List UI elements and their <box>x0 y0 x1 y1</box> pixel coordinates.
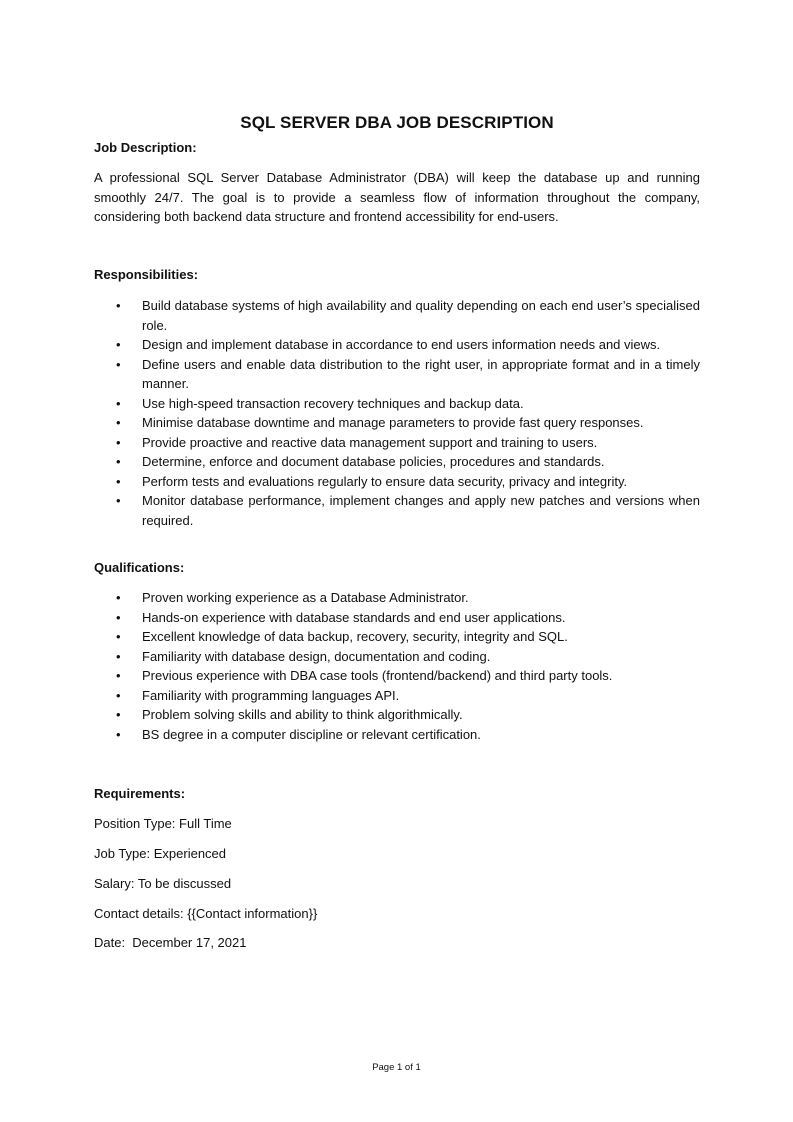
position-type: Position Type: Full Time <box>94 816 232 831</box>
bullet-icon: • <box>116 434 121 450</box>
list-item-text: Use high-speed transaction recovery techniques and backup data. <box>142 395 524 411</box>
document-title: SQL SERVER DBA JOB DESCRIPTION <box>240 113 554 132</box>
list-item <box>94 647 700 667</box>
list-item-text: Monitor database performance, implement changes and apply new patches and versions when required. <box>142 493 700 528</box>
list-item <box>94 491 700 530</box>
list-item <box>94 433 700 453</box>
bullet-icon: • <box>116 609 121 625</box>
list-item <box>94 588 700 608</box>
responsibilities-list <box>94 296 700 530</box>
qualifications-list <box>94 588 700 744</box>
bullet-icon: • <box>116 707 121 722</box>
list-item <box>94 394 700 414</box>
list-item-text: Excellent knowledge of data backup, recovery, security, integrity and SQL. <box>142 629 568 644</box>
document-page <box>94 0 700 1122</box>
list-item <box>94 355 700 394</box>
bullet-icon: • <box>116 473 121 489</box>
bullet-icon: • <box>116 298 121 313</box>
list-item-text: Problem solving skills and ability to think algorithmically. <box>142 707 463 722</box>
list-item <box>94 627 700 647</box>
bullet-icon: • <box>116 648 121 664</box>
bullet-icon: • <box>116 590 121 605</box>
bullet-icon: • <box>116 629 121 644</box>
list-item <box>94 608 700 628</box>
list-item-text: Determine, enforce and document database policies, procedures and standards. <box>142 454 605 469</box>
list-item <box>94 686 700 706</box>
list-item-text: Familiarity with database design, documentation and coding. <box>142 648 491 664</box>
list-item <box>94 666 700 686</box>
bullet-icon: • <box>116 687 121 703</box>
list-item-text: BS degree in a computer discipline or relevant certification. <box>142 726 481 742</box>
bullet-icon: • <box>116 337 121 352</box>
job-type: Job Type: Experienced <box>94 846 227 861</box>
list-item-text: Familiarity with programming languages API. <box>142 687 400 703</box>
list-item <box>94 472 700 492</box>
job-description-heading: Job Description: <box>94 140 197 155</box>
job-description-text: A professional SQL Server Database Administrator (DBA) will keep the database up and running smoothly 24/7. The goal is to provide a seamless flow of information throughout the company, considering both backend data structure and frontend accessibility for end-users. <box>94 170 700 224</box>
list-item-text: Proven working experience as a Database Administrator. <box>142 590 469 605</box>
list-item-text: Build database systems of high availability and quality depending on each end user’s specialised role. <box>142 298 700 333</box>
list-item <box>94 452 700 472</box>
responsibilities-heading: Responsibilities: <box>94 267 199 282</box>
requirements-heading: Requirements: <box>94 786 186 801</box>
bullet-icon: • <box>116 454 121 469</box>
list-item <box>94 705 700 725</box>
bullet-icon: • <box>116 395 121 411</box>
list-item <box>94 296 700 335</box>
bullet-icon: • <box>116 726 121 742</box>
list-item-text: Previous experience with DBA case tools (frontend/backend) and third party tools. <box>142 668 613 683</box>
bullet-icon: • <box>116 493 121 508</box>
list-item-text: Perform tests and evaluations regularly to ensure data security, privacy and integrity. <box>142 473 628 489</box>
date: Date: December 17, 2021 <box>94 935 247 950</box>
bullet-icon: • <box>116 668 121 683</box>
list-item <box>94 335 700 355</box>
list-item-text: Define users and enable data distribution to the right user, in appropriate format and in a timely manner. <box>142 356 700 391</box>
list-item-text: Hands-on experience with database standards and end user applications. <box>142 609 566 625</box>
page-footer: Page 1 of 1 <box>372 1062 421 1073</box>
list-item-text: Design and implement database in accordance to end users information needs and views. <box>142 337 661 352</box>
bullet-icon: • <box>116 356 121 372</box>
qualifications-heading: Qualifications: <box>94 560 185 575</box>
contact-details: Contact details: {{Contact information}} <box>94 906 318 921</box>
list-item-text: Minimise database downtime and manage parameters to provide fast query responses. <box>142 415 644 430</box>
list-item <box>94 413 700 433</box>
list-item-text: Provide proactive and reactive data management support and training to users. <box>142 434 598 450</box>
bullet-icon: • <box>116 415 121 430</box>
salary: Salary: To be discussed <box>94 876 232 891</box>
list-item <box>94 725 700 745</box>
